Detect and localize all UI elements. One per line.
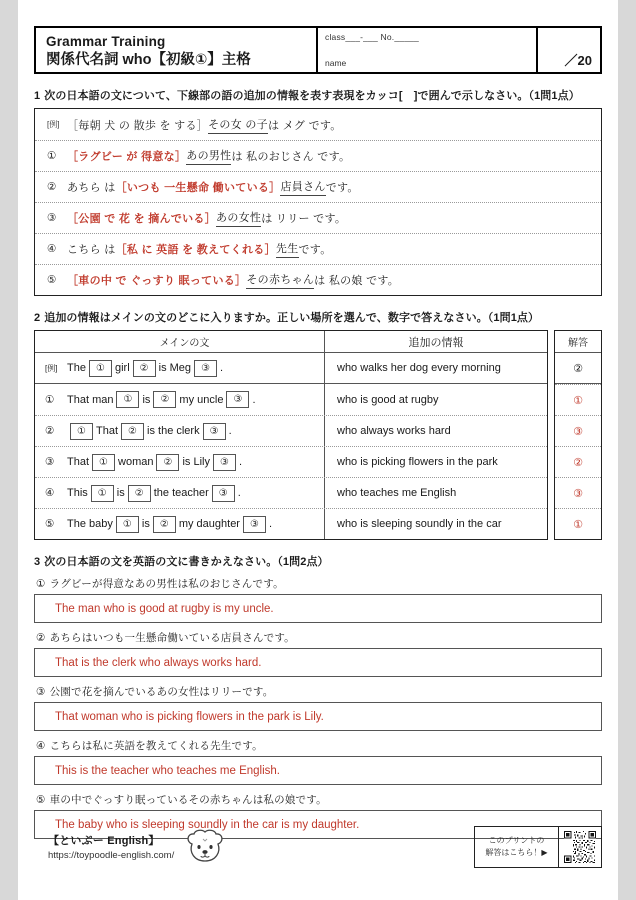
- section1-row[interactable]: [35, 140, 601, 171]
- prompt-text: こちらは私に英語を教えてくれる先生です。: [49, 740, 263, 752]
- sentence-suffix: は 私の娘 です。: [314, 275, 400, 287]
- row-marker: [例]: [47, 120, 60, 129]
- item-marker: ②: [36, 632, 46, 644]
- prompt-text: ラグビーが得意なあの男性は私のおじさんです。: [49, 578, 284, 590]
- bracketed-clause: ［いつも 一生懸命 働いている］: [115, 182, 281, 194]
- answer-cell[interactable]: ③: [555, 477, 601, 508]
- sentence-fragment: This: [67, 487, 88, 499]
- column-header-add: 追加の情報: [408, 336, 464, 349]
- underlined-noun: 店員さん: [280, 178, 325, 196]
- sentence-fragment: is: [141, 518, 150, 530]
- section3-instruction: 次の日本語の文を英語の文に書きかえなさい。（1問2点）: [44, 556, 329, 568]
- sentence-fragment: That man: [67, 393, 114, 406]
- section1-number: 1: [34, 90, 41, 102]
- row-marker: ①: [45, 393, 55, 406]
- sentence-fragment: That: [96, 425, 119, 437]
- section3-item: [34, 684, 602, 731]
- position-slot-①[interactable]: ①: [116, 516, 139, 533]
- main-sentence-cell: [35, 384, 325, 415]
- sentence-suffix: です。: [298, 244, 332, 256]
- poodle-logo-icon: [182, 828, 228, 873]
- position-slot-③[interactable]: ③: [226, 391, 249, 408]
- answer-input-box[interactable]: That woman who is picking flowers in the park is Lily.: [34, 702, 602, 731]
- prompt-text: あちらはいつも一生懸命働いている店員さんです。: [49, 632, 295, 644]
- bracketed-clause: ［車の中 で ぐっすり 眠っている］: [67, 275, 247, 287]
- answer-cell[interactable]: ①: [555, 508, 601, 539]
- bracketed-clause: ［公園 で 花 を 摘んでいる］: [67, 213, 217, 225]
- header-title-block: [36, 28, 318, 72]
- section1-heading: [34, 87, 602, 103]
- row-marker: ④: [47, 243, 57, 255]
- item-marker: ①: [36, 578, 46, 590]
- sentence-fragment: .: [237, 487, 241, 499]
- sentence-fragment: is: [142, 393, 151, 406]
- section3-item: [34, 576, 602, 623]
- additional-info-cell: who is picking flowers in the park: [337, 456, 498, 468]
- additional-info-cell: who is sleeping soundly in the car: [337, 518, 502, 530]
- section2-row[interactable]: [35, 477, 547, 508]
- position-slot-②[interactable]: ②: [121, 423, 144, 440]
- position-slot-③[interactable]: ③: [194, 360, 217, 377]
- main-sentence-cell: [35, 416, 325, 446]
- row-marker: ④: [45, 487, 55, 499]
- brand-name: 【といぷー English】: [48, 835, 160, 847]
- underlined-noun: あの女性: [216, 209, 261, 227]
- section2-rows: [35, 353, 547, 539]
- worksheet-page: [18, 0, 618, 900]
- row-marker: ①: [47, 150, 57, 162]
- section2-header-row: [35, 331, 547, 353]
- column-header-answer: 解答: [555, 331, 601, 353]
- sentence-fragment: .: [239, 456, 243, 468]
- underlined-noun: その女 の子: [208, 116, 268, 134]
- section2-heading: [34, 309, 602, 325]
- answer-cell[interactable]: ②: [555, 446, 601, 477]
- sentence-fragment: is Lily: [182, 456, 210, 468]
- worksheet-footer: [34, 826, 602, 872]
- underlined-noun: その赤ちゃん: [246, 271, 314, 289]
- section2-main-table: [34, 330, 548, 540]
- answer-cell[interactable]: ①: [555, 384, 601, 415]
- sentence-fragment: That: [67, 456, 90, 468]
- position-slot-①[interactable]: ①: [70, 423, 93, 440]
- row-marker: ③: [45, 456, 55, 468]
- row-marker: ②: [45, 425, 55, 437]
- sentence-suffix: は 私のおじさん です。: [231, 151, 351, 163]
- answer-cell[interactable]: ③: [555, 415, 601, 446]
- position-slot-①[interactable]: ①: [89, 360, 112, 377]
- section1-row[interactable]: [35, 264, 601, 295]
- sentence-fragment: .: [252, 393, 256, 406]
- answer-input-box[interactable]: The man who is good at rugby is my uncle.: [34, 594, 602, 623]
- section3-items: [34, 576, 602, 839]
- section3-item: [34, 630, 602, 677]
- name-field[interactable]: name: [325, 58, 347, 68]
- row-marker: ②: [47, 181, 57, 193]
- underlined-noun: 先生: [276, 240, 299, 258]
- main-sentence-cell: [35, 353, 325, 383]
- position-slot-②[interactable]: ②: [133, 360, 156, 377]
- additional-info-cell: who always works hard: [337, 425, 451, 437]
- score-block[interactable]: [538, 28, 600, 72]
- additional-info-cell: who is good at rugby: [337, 393, 439, 406]
- brand-block: [48, 832, 174, 861]
- section2-answer-table: [554, 330, 602, 540]
- main-sentence-cell: [35, 478, 325, 508]
- section1-row[interactable]: [35, 202, 601, 233]
- section2-row[interactable]: [35, 446, 547, 477]
- position-slot-②[interactable]: ②: [128, 485, 151, 502]
- sentence-suffix: は リリー です。: [261, 213, 347, 225]
- score-total: ／20: [564, 53, 592, 68]
- sentence-suffix: です。: [325, 182, 359, 194]
- column-header-main: メインの文: [35, 331, 325, 352]
- brand-url[interactable]: https://toypoodle-english.com/: [48, 850, 175, 861]
- sentence-fragment: is: [116, 487, 125, 499]
- item-marker: ④: [36, 740, 46, 752]
- sentence-fragment: my uncle: [179, 393, 224, 406]
- section2-instruction: 追加の情報はメインの文のどこに入りますか。正しい場所を選んで、数字で答えなさい。（1問1点）: [44, 312, 540, 324]
- sentence-fragment: my daughter: [178, 518, 240, 530]
- item-marker: ⑤: [36, 794, 46, 806]
- section2-number: 2: [34, 312, 41, 324]
- answer-input-box[interactable]: That is the clerk who always works hard.: [34, 648, 602, 677]
- qr-code-icon[interactable]: [559, 827, 601, 867]
- position-slot-③[interactable]: ③: [243, 516, 266, 533]
- section3-number: 3: [34, 556, 41, 568]
- position-slot-③[interactable]: ③: [203, 423, 226, 440]
- japanese-prompt: [36, 630, 602, 645]
- answer-link-line2: 解答はこちら！▶: [485, 848, 548, 857]
- class-number-field[interactable]: class___-___ No._____: [325, 32, 419, 42]
- row-marker: ③: [47, 212, 57, 224]
- position-slot-②[interactable]: ②: [153, 391, 176, 408]
- position-slot-②[interactable]: ②: [153, 516, 176, 533]
- row-marker: [例]: [45, 363, 58, 373]
- answer-link-text: [475, 827, 559, 867]
- answer-input-box[interactable]: This is the teacher who teaches me English.: [34, 756, 602, 785]
- position-slot-①[interactable]: ①: [116, 391, 139, 408]
- sentence-fragment: woman: [118, 456, 154, 468]
- sentence-fragment: is the clerk: [147, 425, 200, 437]
- sentence-fragment: The: [67, 362, 86, 374]
- sentence-fragment: The baby: [67, 518, 113, 530]
- underlined-noun: あの男性: [186, 147, 231, 165]
- section1-row[interactable]: [35, 233, 601, 264]
- position-slot-②[interactable]: ②: [156, 454, 179, 471]
- title-japanese: 関係代名詞 who【初級①】主格: [46, 51, 251, 68]
- main-sentence-cell: [35, 447, 325, 477]
- title-english: Grammar Training: [46, 33, 166, 49]
- answer-link-block[interactable]: [474, 826, 602, 868]
- section1-row[interactable]: [35, 171, 601, 202]
- answer-cell[interactable]: ②: [555, 353, 601, 384]
- japanese-prompt: [36, 792, 602, 807]
- sentence-fragment: .: [268, 518, 273, 530]
- main-sentence-cell: [35, 509, 325, 539]
- sentence-fragment: girl: [114, 362, 130, 374]
- position-slot-①[interactable]: ①: [91, 485, 114, 502]
- answer-link-line1: このプリントの: [488, 836, 545, 846]
- sentence-fragment: .: [228, 425, 232, 437]
- section1-box: [34, 108, 602, 296]
- section2-row[interactable]: [35, 415, 547, 446]
- answer-input-box[interactable]: The baby who is sleeping soundly in the car is my daughter.: [34, 810, 602, 839]
- section2-row[interactable]: [35, 508, 547, 539]
- bracketed-clause: ［私 に 英語 を 教えてくれる］: [115, 244, 276, 256]
- row-marker: ⑤: [47, 274, 57, 286]
- section3-heading: [34, 553, 602, 569]
- student-info-block[interactable]: [318, 28, 538, 72]
- section2-row[interactable]: [35, 384, 547, 415]
- prompt-text: 公園で花を摘んでいるあの女性はリリーです。: [49, 686, 274, 698]
- section3-item: [34, 738, 602, 785]
- sentence-prefix: あちら は: [67, 182, 116, 194]
- sentence-suffix: は メグ です。: [267, 119, 342, 132]
- japanese-prompt: [36, 684, 602, 699]
- sentence-fragment: the teacher: [153, 487, 209, 499]
- position-slot-③[interactable]: ③: [213, 454, 236, 471]
- sentence-prefix: こちら は: [67, 244, 116, 256]
- prompt-text: 車の中でぐっすり眠っているその赤ちゃんは私の娘です。: [49, 794, 327, 806]
- section1-row[interactable]: [35, 109, 601, 140]
- section2-table-wrap: [34, 330, 602, 540]
- row-marker: ⑤: [45, 518, 55, 530]
- item-marker: ③: [36, 686, 46, 698]
- japanese-prompt: [36, 738, 602, 753]
- sentence-fragment: .: [220, 362, 224, 374]
- section2-answer-cells: [555, 353, 601, 539]
- japanese-prompt: [36, 576, 602, 591]
- section1-instruction: 次の日本語の文について、下線部の語の追加の情報を表す表現をカッコ[ ]で囲んで示しなさい。（1問1点）: [44, 90, 580, 102]
- additional-info-cell: who teaches me English: [337, 487, 457, 499]
- bracketed-clause: ［ラグビー が 得意な］: [67, 151, 187, 163]
- position-slot-①[interactable]: ①: [92, 454, 115, 471]
- section2-row[interactable]: [35, 353, 547, 384]
- additional-info-cell: who walks her dog every morning: [337, 362, 501, 374]
- sentence-fragment: is Meg: [158, 362, 192, 374]
- worksheet-header: [34, 26, 602, 74]
- bracketed-clause: ［毎朝 犬 の 散歩 を する］: [67, 119, 209, 132]
- position-slot-③[interactable]: ③: [212, 485, 235, 502]
